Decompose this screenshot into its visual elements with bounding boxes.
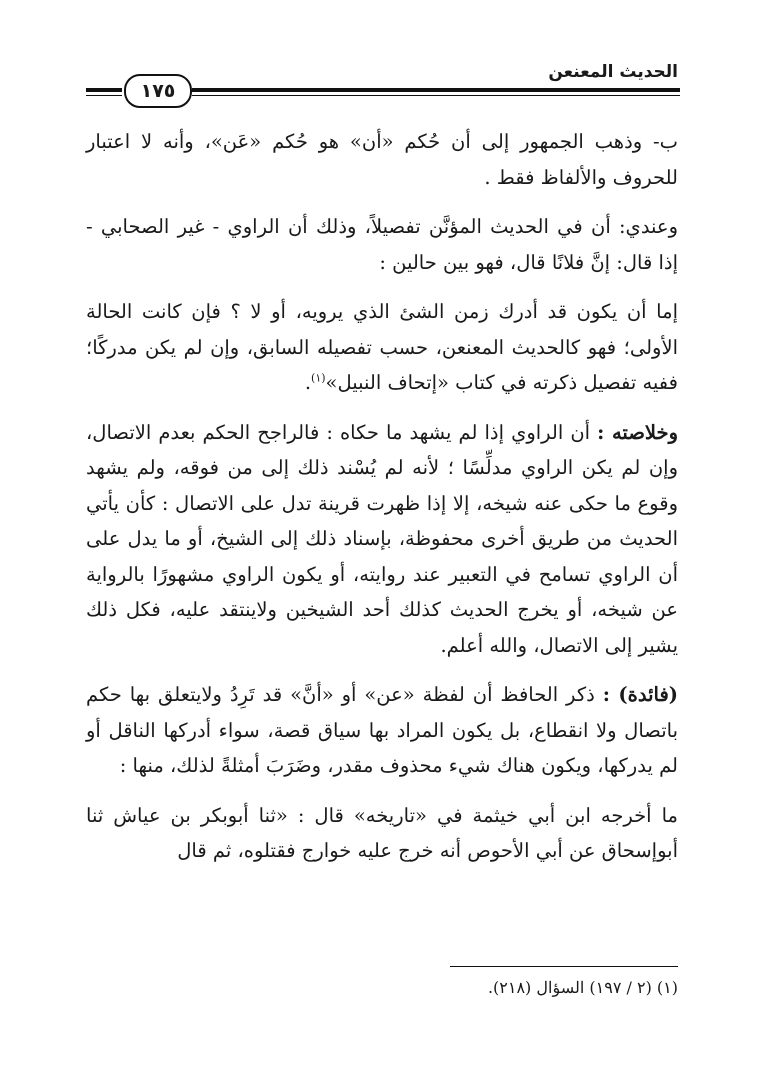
paragraph-5 <box>86 677 678 784</box>
paragraph-4 <box>86 415 678 664</box>
paragraph-4-text: أن الراوي إذا لم يشهد ما حكاه : فالراجح الحكم بعدم الاتصال، وإن لم يكن الراوي مدلِّسًا ؛ لأنه لم يُسْند ذلك إلى من فوقه، ولم يشهد وقوع ما حكى عنه شيخه، إلا إذا ظهرت قرينة تدل على الاتصال : كأن يأتي الحديث من طريق أخرى محفوظة، بإسناد ذلك إلى الشيخ، أو ما يدل على أن الراوي تسامح في التعبير عند روايته، أو يكون الراوي مشهورًا بالرواية عن شيخه، أو يخرج الحديث كذلك أحد الشيخين ولاينتقد عليه، فكل ذلك يشير إلى الاتصال، والله أعلم. <box>86 420 678 657</box>
running-title: الحديث المعنعن <box>548 62 678 82</box>
header-rule-thick <box>192 88 680 92</box>
main-text <box>86 124 678 883</box>
paragraph-3 <box>86 294 678 401</box>
footnote-rule <box>450 966 678 967</box>
paragraph-3-end: . <box>304 371 312 394</box>
header-rule-left-thin <box>86 95 122 96</box>
paragraph-6: ما أخرجه ابن أبي خيثمة في «تاريخه» قال : «ثنا أبوبكر بن عياش ثنا أبوإسحاق عن أبي الأحوص أنه خرج عليه خوارج فقتلوه، ثم قال <box>86 803 678 862</box>
header-rule-thin <box>192 95 680 96</box>
paragraph-5-text: ذكر الحافظ أن لفظة «عن» أو «أنَّ» قد تَرِدُ ولايتعلق بها حكم باتصال ولا انقطاع، بل يكون المراد بها سياق قصة، سواء أدركها الناقل أو لم يدركها، ويكون هناك شيء محذوف مقدر، وضَرَبَ أمثلةً لذلك، منها : <box>86 683 678 777</box>
header-rule-left-thick <box>86 88 122 92</box>
paragraph-1: ب- وذهب الجمهور إلى أن حُكم «أن» هو حُكم «عَن»، وأنه لا اعتبار للحروف والألفاظ فقط . <box>86 130 678 189</box>
paragraph-3-text: إما أن يكون قد أدرك زمن الشئ الذي يرويه، أو لا ؟ فإن كانت الحالة الأولى؛ فهو كالحديث المعنعن، حسب تفصيله السابق، وإن لم يكن مدركًا؛ ففيه تفصيل ذكرته في كتاب «إتحاف النبيل» <box>86 300 678 394</box>
paragraph-4-lead: وخلاصته : <box>597 420 678 444</box>
footnote: (١) (٢ / ١٩٧) السؤال (٢١٨). <box>487 978 678 997</box>
page-number-badge <box>124 74 192 108</box>
footnote-marker[interactable]: (١) <box>311 371 326 385</box>
paragraph-5-lead: (فائدة) : <box>602 683 678 706</box>
paragraph-2: وعندي: أن في الحديث المؤنَّن تفصيلاً، وذلك أن الراوي - غير الصحابي - إذا قال: إنَّ فلانًا قال، فهو بين حالين : <box>86 215 678 274</box>
page-number: ١٧٥ <box>140 80 176 102</box>
